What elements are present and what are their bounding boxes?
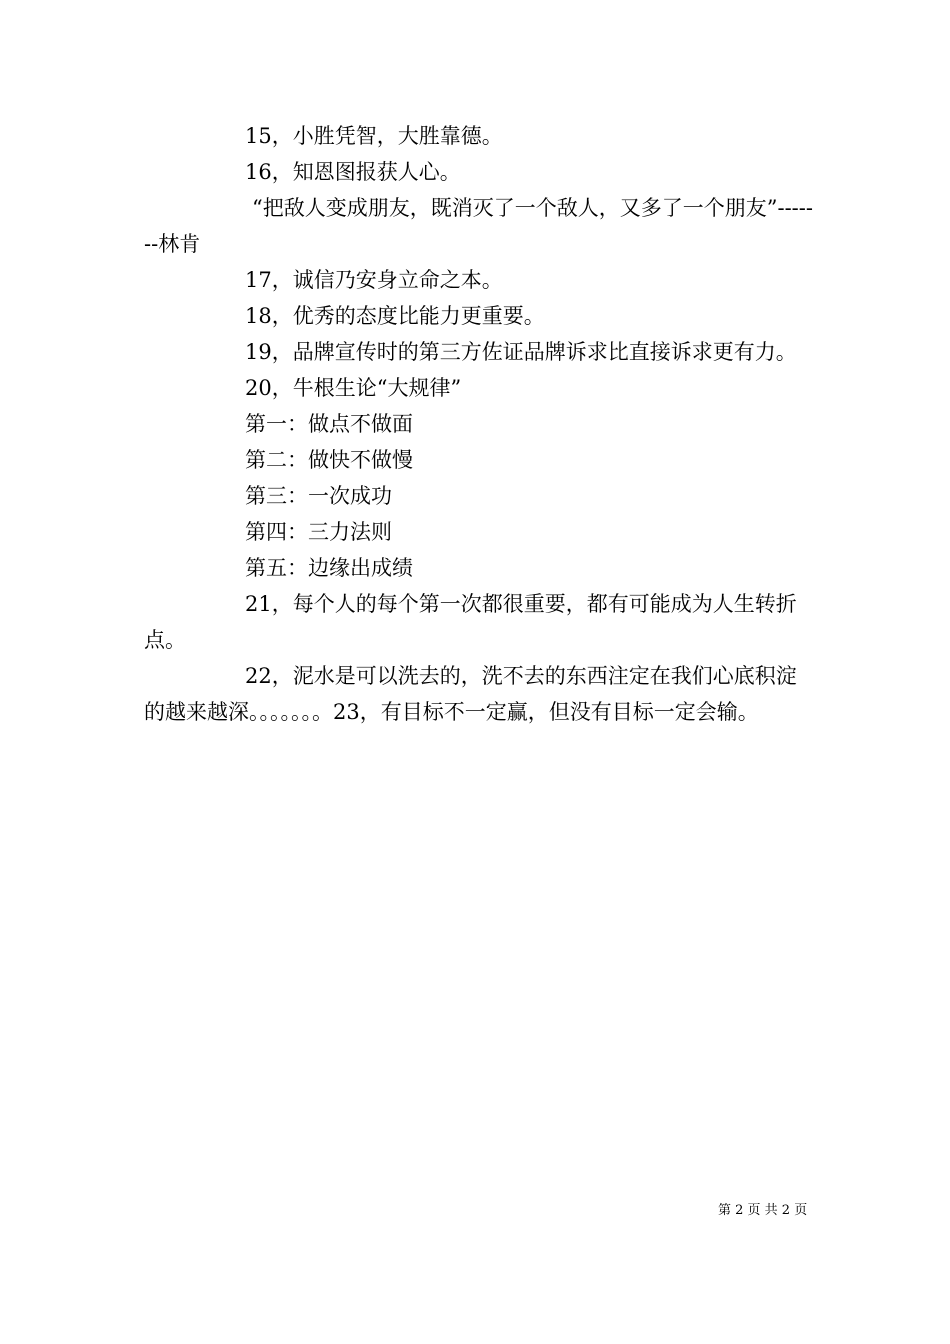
paragraph-17: 17，诚信乃安身立命之本。 bbox=[245, 268, 503, 292]
rule-item-2: 第二：做快不做慢 bbox=[245, 448, 413, 472]
paragraph-18: 18，优秀的态度比能力更重要。 bbox=[245, 304, 545, 328]
rule-item-5: 第五：边缘出成绩 bbox=[245, 556, 413, 580]
page-footer: 第 2 页 共 2 页 bbox=[718, 1203, 808, 1218]
document-body bbox=[144, 118, 814, 730]
paragraph-22-23: 22，泥水是可以洗去的，洗不去的东西注定在我们心底积淀的越来越深。。。。。。。23，有目标不一定赢，但没有目标一定会输。 bbox=[144, 664, 797, 724]
paragraph-16: 16，知恩图报获人心。 bbox=[245, 160, 461, 184]
paragraph-19: 19，品牌宣传时的第三方佐证品牌诉求比直接诉求更有力。 bbox=[245, 340, 797, 364]
rule-item-3: 第三：一次成功 bbox=[245, 484, 392, 508]
paragraph-21: 21，每个人的每个第一次都很重要，都有可能成为人生转折点。 bbox=[144, 592, 797, 652]
paragraph-15: 15，小胜凭智，大胜靠德。 bbox=[245, 124, 503, 148]
rule-item-1: 第一：做点不做面 bbox=[245, 412, 413, 436]
quote-paragraph: “把敌人变成朋友，既消灭了一个敌人，又多了一个朋友”-------林肯 bbox=[144, 196, 813, 256]
paragraph-20: 20，牛根生论“大规律” bbox=[245, 376, 462, 400]
rule-item-4: 第四：三力法则 bbox=[245, 520, 392, 544]
